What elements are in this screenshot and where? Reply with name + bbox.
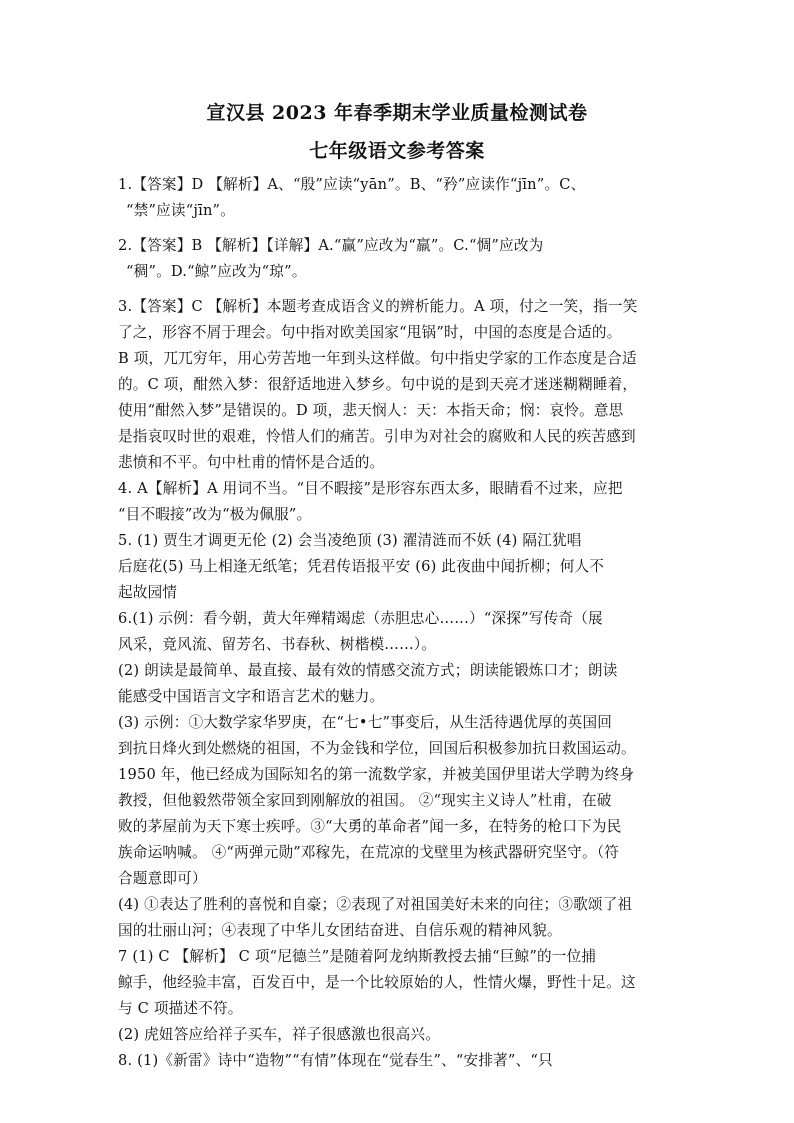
answer-line: 1.【答案】D 【解析】A、“殷”应读“yān”。B、“矜”应读作“jīn”。C、: [118, 176, 586, 193]
answer-line: 败的茅屋前为天下寒士疾呼。③“大勇的革命者”闻一多，在特务的枪口下为民: [118, 818, 622, 835]
answer-line: 到抗日烽火到处燃烧的祖国，不为金钱和学位，回国后积极参加抗日救国运动。: [118, 740, 636, 757]
answer-line: 国的壮丽山河；④表现了中华儿女团结奋进、自信乐观的精神风貌。: [118, 922, 562, 939]
answer-line: 风采，竟风流、留芳名、书春秋、树楷模……）。: [118, 636, 437, 653]
answer-line: 是指哀叹时世的艰难，怜惜人们的痛苦。引申为对社会的腐败和人民的疾苦感到: [118, 428, 636, 445]
answer-line: (2) 虎妞答应给祥子买车，祥子很感激也很高兴。: [118, 1026, 440, 1043]
answer-2: [118, 233, 680, 285]
answer-line: 起故园情: [118, 584, 178, 601]
answer-7: [118, 944, 680, 1048]
answer-line: 8. (1)《新雷》诗中“造物”“有情”体现在“觉春生”、“安排著”、“只: [118, 1052, 553, 1069]
answer-3: [118, 294, 680, 476]
answer-line: 5. (1) 贾生才调更无伦 (2) 会当凌绝顶 (3) 濯清涟而不妖 (4) 隔江犹唱: [118, 532, 582, 549]
document-title: 宣汉县 2023 年春季期末学业质量检测试卷: [206, 102, 588, 124]
answer-line: 6.(1) 示例：看今朝，黄大年殚精竭虑（赤胆忠心……）“深探”写传奇（展: [118, 610, 603, 627]
answer-line: 4. A【解析】A 用词不当。“目不暇接”是形容东西太多，眼睛看不过来，应把: [118, 480, 623, 497]
answer-line: 3.【答案】C 【解析】本题考查成语含义的辨析能力。A 项，付之一笑，指一笑: [118, 298, 638, 315]
answer-line: 合题意即可）: [118, 870, 207, 887]
answer-6: [118, 606, 680, 944]
answer-line: (4) ①表达了胜利的喜悦和自豪；②表现了对祖国美好未来的向往；③歌颂了祖: [118, 896, 633, 913]
answer-line: 族命运呐喊。 ④“两弹元勋”邓稼先，在荒凉的戈壁里为核武器研究坚守。（符: [118, 844, 620, 861]
answer-4: [118, 476, 680, 528]
answer-1: [118, 172, 680, 224]
answer-line: 使用“酣然入梦”是错误的。D 项，悲天悯人：天：本指天命；悯：哀怜。意思: [118, 402, 624, 419]
answer-line: 了之，形容不屑于理会。句中指对欧美国家“甩锅”时，中国的态度是合适的。: [118, 324, 622, 341]
answer-line: 悲愤和不平。句中杜甫的情怀是合适的。: [118, 454, 385, 471]
answer-line: 能感受中国语言文字和语言艺术的魅力。: [118, 688, 385, 705]
answer-line: 鲸手，他经验丰富，百发百中，是一个比较原始的人，性情火爆，野性十足。这: [118, 974, 636, 991]
answer-line: 后庭花(5) 马上相逢无纸笔；凭君传语报平安 (6) 此夜曲中闻折柳；何人不: [118, 558, 605, 575]
answer-line: 7 (1) C 【解析】 C 项“尼德兰”是随着阿龙纳斯教授去捕“巨鲸”的一位捕: [118, 948, 597, 965]
answer-line: “稠”。D.“鲸”应改为“琼”。: [126, 263, 307, 280]
answer-line: “目不暇接”改为“极为佩服”。: [118, 506, 312, 523]
answer-8: [118, 1048, 680, 1074]
answer-line: (2) 朗读是最简单、最直接、最有效的情感交流方式；朗读能锻炼口才；朗读: [118, 662, 618, 679]
answer-line: B 项，兀兀穷年，用心劳苦地一年到头这样做。句中指史学家的工作态度是合适: [118, 350, 637, 367]
answer-line: 教授，但他毅然带领全家回到刚解放的祖国。 ②“现实主义诗人”杜甫，在破: [118, 792, 612, 809]
answer-line: 1950 年，他已经成为国际知名的第一流数学家，并被美国伊里诺大学聘为终身: [118, 766, 635, 783]
document-subtitle: 七年级语文参考答案: [309, 140, 485, 162]
answers-body: [118, 172, 680, 1074]
answer-line: 与 C 项描述不符。: [118, 1000, 243, 1017]
answer-line: 2.【答案】B 【解析】【详解】A.“赢”应改为“羸”。C.“惆”应改为: [118, 237, 544, 254]
answer-line: (3) 示例：①大数学家华罗庚，在“七•七”事变后，从生活待遇优厚的英国回: [118, 714, 613, 731]
answer-line: 的。C 项，酣然入梦：很舒适地进入梦乡。句中说的是到天亮才迷迷糊糊睡着，: [118, 376, 638, 393]
answer-line: “禁”应读“jīn”。: [126, 202, 236, 219]
answer-5: [118, 528, 680, 606]
